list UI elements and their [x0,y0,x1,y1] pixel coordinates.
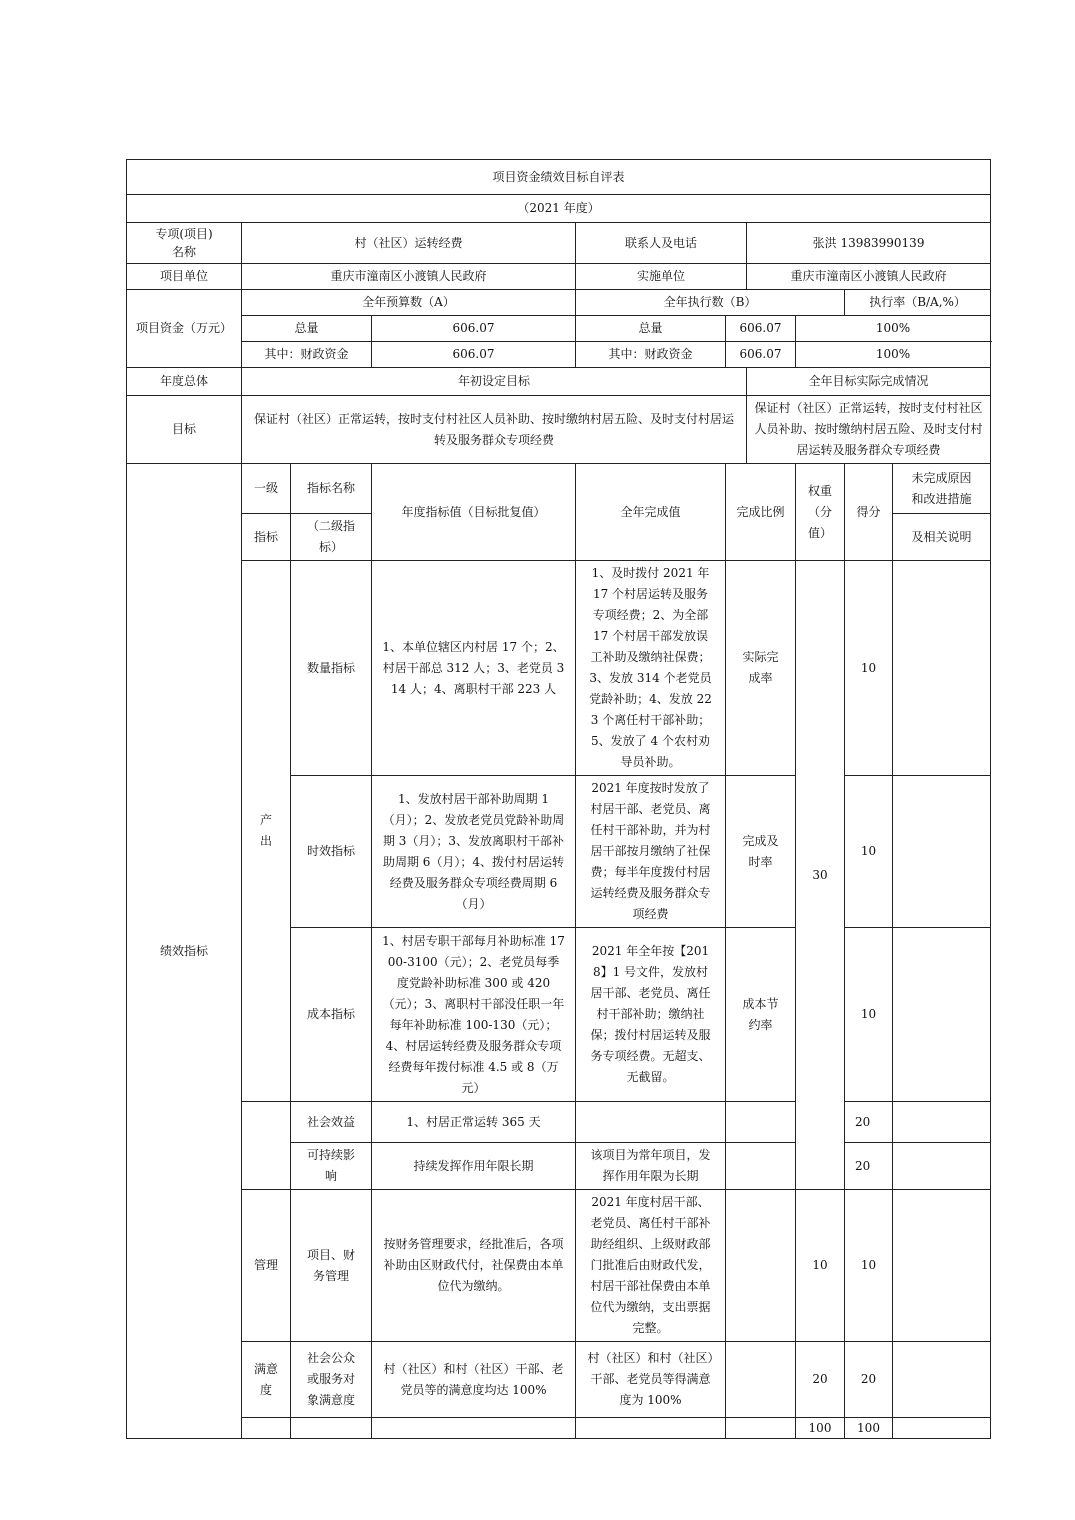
exec-header: 全年执行数（B） [576,290,845,316]
social-row [127,1102,991,1143]
cost-score: 10 [845,928,893,1102]
satisfaction-level1: 满意度 [242,1342,291,1418]
fiscal-exec-value: 606.07 [726,342,796,368]
timeliness-score: 10 [845,776,893,928]
social-reason [893,1102,991,1143]
goal-target-header: 年初设定目标 [242,368,747,396]
weight-header: 权重（分值） [796,464,845,561]
evaluation-form [126,159,990,1435]
total-budget-value: 606.07 [372,316,576,342]
name-header-b: （二级指标） [291,514,372,561]
total-budget-label: 总量 [242,316,372,342]
total-actual-empty [576,1418,726,1439]
fiscal-rate-value: 100% [796,342,991,368]
funds-label: 项目资金（万元） [127,290,242,368]
quantity-actual: 1、及时拨付 2021 年 17 个村居运转及服务专项经费；2、为全部 17 个村居干部发放误工补助及缴纳社保费；3、发放 314 个老党员党龄补助；4、发放 223 个离任村干部补助；5、发放了 4 个农村劝导员补助。 [576,561,726,776]
management-score: 10 [845,1190,893,1342]
goal-actual: 保证村（社区）正常运转，按时支付村社区人员补助、按时缴纳村居五险、及时支付村居运转及服务群众专项经费 [747,396,991,464]
unit-row [127,264,991,290]
total-rate-value: 100% [796,316,991,342]
management-level1: 管理 [242,1190,291,1342]
indicator-header-row-1 [127,464,991,514]
timeliness-ratio: 完成及时率 [726,776,796,928]
total-exec-value: 606.07 [726,316,796,342]
impl-unit-label: 实施单位 [576,264,747,290]
goal-target: 保证村（社区）正常运转，按时支付村社区人员补助、按时缴纳村居五险、及时支付村居运转及服务群众专项经费 [242,396,747,464]
output-label: 产出 [242,561,291,1102]
evaluation-table [126,159,991,1439]
fiscal-budget-label: 其中：财政资金 [242,342,372,368]
cost-actual: 2021 年全年按【2018】1 号文件，发放村居干部、老党员、离任村干部补助；缴纳社保；拨付村居运转及服务专项经费。无超支、无截留。 [576,928,726,1102]
quantity-row [127,561,991,776]
social-actual [576,1102,726,1143]
fiscal-exec-label: 其中：财政资金 [576,342,726,368]
management-actual: 2021 年度村居干部、老党员、离任村干部补助经组织、上级财政部门批准后由财政代发，村居干部社保费由本单位代为缴纳，支出票据完整。 [576,1190,726,1342]
social-score: 20 [845,1102,893,1143]
impl-unit-value: 重庆市潼南区小渡镇人民政府 [747,264,991,290]
fiscal-budget-value: 606.07 [372,342,576,368]
satisfaction-score: 20 [845,1342,893,1418]
total-name-empty [291,1418,372,1439]
score-header: 得分 [845,464,893,561]
contact-label: 联系人及电话 [576,223,747,264]
output-weight: 30 [796,561,845,1190]
quantity-ratio: 实际完成率 [726,561,796,776]
sustain-reason [893,1143,991,1190]
total-level1-empty [242,1418,291,1439]
year-row [127,195,991,223]
form-year: （2021 年度） [127,195,991,223]
level1-header-b: 指标 [242,514,291,561]
funds-header-row [127,290,991,316]
satisfaction-ratio [726,1342,796,1418]
target-header: 年度指标值（目标批复值） [372,464,576,561]
management-reason [893,1190,991,1342]
total-weight: 100 [796,1418,845,1439]
cost-reason [893,928,991,1102]
title-row [127,160,991,195]
form-title: 项目资金绩效目标自评表 [127,160,991,195]
management-row [127,1190,991,1342]
goal-row [127,396,991,464]
reason-header-a: 未完成原因和改进措施 [893,464,991,514]
project-name: 村（社区）运转经费 [242,223,576,264]
funds-total-row [127,316,991,342]
total-ratio-empty [726,1418,796,1439]
satisfaction-name: 社会公众或服务对象满意度 [291,1342,372,1418]
timeliness-reason [893,776,991,928]
total-score: 100 [845,1418,893,1439]
quantity-target: 1、本单位辖区内村居 17 个；2、村居干部总 312 人；3、老党员 314 人；4、离职村干部 223 人 [372,561,576,776]
project-row [127,223,991,264]
total-row [127,1418,991,1439]
funds-fiscal-row [127,342,991,368]
goal-header-row [127,368,991,396]
effect-level1-empty [242,1102,291,1190]
reason-header-b: 及相关说明 [893,514,991,561]
ratio-header: 完成比例 [726,464,796,561]
budget-header: 全年预算数（A） [242,290,576,316]
satisfaction-weight: 20 [796,1342,845,1418]
satisfaction-reason [893,1342,991,1418]
timeliness-name: 时效指标 [291,776,372,928]
sustain-score: 20 [845,1143,893,1190]
social-target: 1、村居正常运转 365 天 [372,1102,576,1143]
satisfaction-target: 村（社区）和村（社区）干部、老党员等的满意度均达 100% [372,1342,576,1418]
satisfaction-row [127,1342,991,1418]
actual-header: 全年完成值 [576,464,726,561]
project-name-label: 专项(项目) 名称 [127,223,242,264]
sustain-name: 可持续影响 [291,1143,372,1190]
quantity-reason [893,561,991,776]
contact-value: 张洪 13983990139 [747,223,991,264]
sustain-ratio [726,1143,796,1190]
management-target: 按财务管理要求，经批准后，各项补助由区财政代付，社保费由本单位代为缴纳。 [372,1190,576,1342]
management-ratio [726,1190,796,1342]
goal-row-label: 年度总体 [127,368,242,396]
quantity-score: 10 [845,561,893,776]
management-weight: 10 [796,1190,845,1342]
social-name: 社会效益 [291,1102,372,1143]
total-exec-label: 总量 [576,316,726,342]
rate-header: 执行率（B/A,%） [845,290,991,316]
unit-value: 重庆市潼南区小渡镇人民政府 [242,264,576,290]
total-target-empty [372,1418,576,1439]
timeliness-target: 1、发放村居干部补助周期 1（月）；2、发放老党员党龄补助周期 3（月）；3、发放离职村干部补助周期 6（月）；4、拨付村居运转经费及服务群众专项经费周期 6（月） [372,776,576,928]
management-name: 项目、财务管理 [291,1190,372,1342]
goal-actual-header: 全年目标实际完成情况 [747,368,991,396]
quantity-name: 数量指标 [291,561,372,776]
total-reason-empty [893,1418,991,1439]
performance-indicators-label: 绩效指标 [127,464,242,1439]
sustain-actual: 该项目为常年项目，发挥作用年限为长期 [576,1143,726,1190]
cost-name: 成本指标 [291,928,372,1102]
timeliness-actual: 2021 年度按时发放了村居干部、老党员、离任村干部补助，并为村居干部按月缴纳了社保费；每半年度拨付村居运转经费及服务群众专项经费 [576,776,726,928]
sustain-target: 持续发挥作用年限长期 [372,1143,576,1190]
cost-target: 1、村居专职干部每月补助标准 1700-3100（元）；2、老党员每季度党龄补助标准 300 或 420（元）；3、离职村干部没任职一年每年补助标准 100-130（元）；4、村居运转经费及服务群众专项经费每年拨付标准 4.5 或 8（万元） [372,928,576,1102]
name-header-a: 指标名称 [291,464,372,514]
goal-label: 目标 [127,396,242,464]
unit-label: 项目单位 [127,264,242,290]
social-ratio [726,1102,796,1143]
cost-ratio: 成本节约率 [726,928,796,1102]
satisfaction-actual: 村（社区）和村（社区）干部、老党员等得满意度为 100% [576,1342,726,1418]
level1-header-a: 一级 [242,464,291,514]
